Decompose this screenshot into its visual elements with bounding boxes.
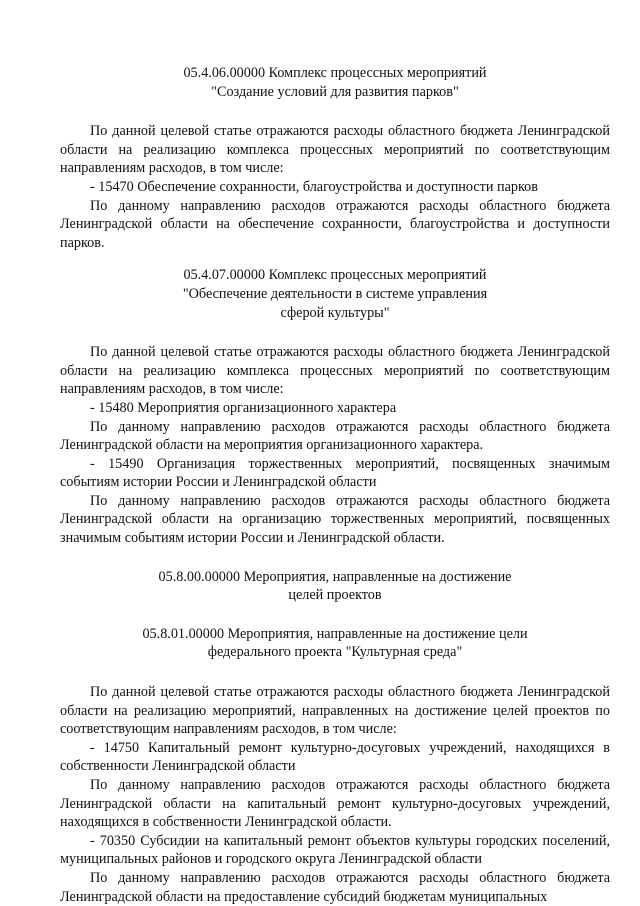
list-item: - 15470 Обеспечение сохранности, благоустройства и доступности парков [90, 178, 538, 195]
heading-line: 05.4.06.00000 Комплекс процессных мероприятий [183, 65, 487, 81]
heading-line: "Создание условий для развития парков" [211, 83, 459, 100]
paragraph: По данному направлению расходов отражаются расходы областного бюджета Ленинградской области на мероприятия организационного характера. [60, 418, 610, 454]
section-heading [60, 64, 610, 101]
section-heading [60, 266, 610, 322]
paragraph: По данному направлению расходов отражаются расходы областного бюджета Ленинградской области на предоставление субсидий бюджетам муниципальных [60, 869, 610, 905]
heading-line: сферой культуры" [280, 304, 390, 321]
paragraph: По данному направлению расходов отражаются расходы областного бюджета Ленинградской области на обеспечение сохранности, благоустройства и доступности парков. [60, 197, 610, 251]
heading-line: целей проектов [288, 587, 382, 604]
section-heading [60, 625, 610, 662]
heading-line: федерального проекта "Культурная среда" [207, 644, 463, 661]
list-item: - 15490 Организация торжественных мероприятий, посвященных значимым событиям истории России и Ленинградской области [60, 455, 610, 491]
list-item: - 15480 Мероприятия организационного характера [90, 399, 397, 416]
paragraph: По данной целевой статье отражаются расходы областного бюджета Ленинградской области на реализацию комплекса процессных мероприятий по соответствующим направлениям расходов, в том числе: [60, 344, 610, 398]
paragraph: По данному направлению расходов отражаются расходы областного бюджета Ленинградской области на капитальный ремонт культурно-досуговых учреждений, находящихся в собственности Ленинградской области. [60, 777, 610, 831]
paragraph: По данному направлению расходов отражаются расходы областного бюджета Ленинградской области на организацию торжественных мероприятий, посвященных значимым событиям истории России и Ленинградской области. [60, 492, 610, 547]
heading-line: 05.8.01.00000 Мероприятия, направленные на достижение цели [142, 625, 528, 642]
heading-line: "Обеспечение деятельности в системе управления [182, 285, 488, 302]
list-item: - 14750 Капитальный ремонт культурно-досуговых учреждений, находящихся в собственности Ленинградской области [60, 739, 610, 775]
list-item: - 70350 Субсидии на капитальный ремонт объектов культуры городских поселений, муниципальных районов и городского округа Ленинградской области [60, 832, 610, 868]
paragraph: По данной целевой статье отражаются расходы областного бюджета Ленинградской области на реализацию комплекса процессных мероприятий по соответствующим направлениям расходов, в том числе: [60, 123, 610, 177]
paragraph: По данной целевой статье отражаются расходы областного бюджета Ленинградской области на реализацию мероприятий, направленных на достижение целей проектов по соответствующим направлениям расходов, в том числе: [60, 684, 610, 738]
heading-line: 05.8.00.00000 Мероприятия, направленные на достижение [158, 568, 512, 585]
heading-line: 05.4.07.00000 Комплекс процессных мероприятий [183, 267, 487, 284]
section-heading [60, 568, 610, 605]
document-page [60, 64, 610, 906]
